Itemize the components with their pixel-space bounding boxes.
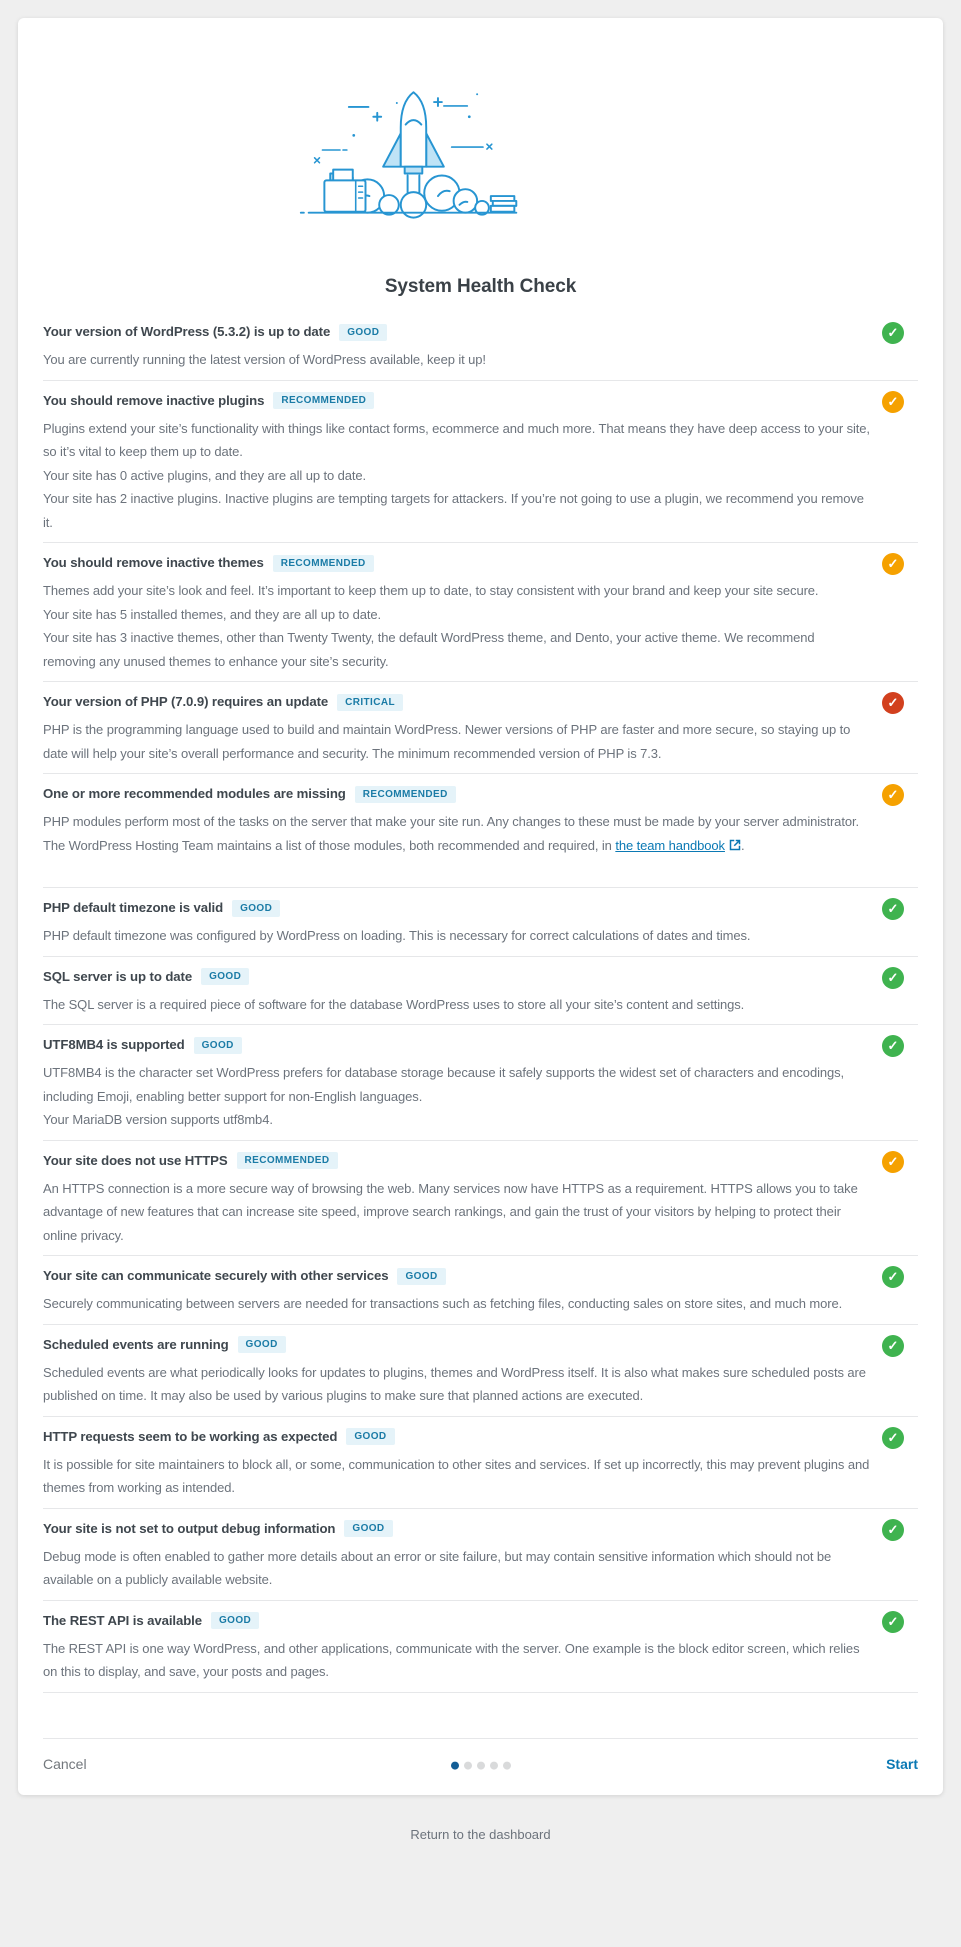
item-heading-row (43, 553, 918, 573)
health-check-list (43, 312, 918, 1693)
health-item (43, 1141, 918, 1257)
item-paragraph: UTF8MB4 is the character set WordPress prefers for database storage because it safely supports the widest set of characters and encodings, including Emoji, enabling better support for non-English languages. (43, 1065, 845, 1104)
page-title: System Health Check (384, 276, 577, 297)
item-paragraph: Your site has 0 active plugins, and they are all up to date. (43, 467, 367, 483)
wizard-footer (43, 1739, 918, 1793)
item-body (43, 579, 918, 673)
health-item (43, 1601, 918, 1693)
status-check-icon: ✓ (882, 692, 904, 714)
status-badge: GOOD (194, 1037, 242, 1054)
item-body (43, 348, 918, 372)
item-paragraph: Your site has 3 inactive themes, other than Twenty Twenty, the default WordPress theme, and Dento, your active theme. We recommend removing any unused themes to enhance your site’s security. (43, 630, 815, 669)
status-badge: GOOD (211, 1612, 259, 1629)
team-handbook-link[interactable]: the team handbook (615, 838, 741, 853)
item-heading: Your site is not set to output debug information (43, 1520, 336, 1536)
health-item (43, 543, 918, 682)
status-badge: RECOMMENDED (273, 555, 374, 572)
health-item (43, 1509, 918, 1601)
item-heading-row (43, 898, 918, 918)
item-paragraph: An HTTPS connection is a more secure way of browsing the web. Many services now have HTTPS as a requirement. HTTPS allows you to take advantage of new features that can increase site speed, improve search rankings, and gain the trust of your visitors by helping to protect their online privacy. (43, 1180, 858, 1243)
item-heading: UTF8MB4 is supported (43, 1037, 185, 1052)
status-badge: CRITICAL (337, 694, 403, 711)
status-check-icon: ✓ (882, 1151, 904, 1173)
status-badge: GOOD (232, 900, 280, 917)
item-heading-row (43, 1611, 918, 1631)
item-heading: You should remove inactive themes (43, 555, 264, 570)
item-paragraph: PHP default timezone was configured by WordPress on loading. This is necessary for correct calculations of dates and times. (43, 928, 751, 943)
status-check-icon: ✓ (882, 391, 904, 413)
rocket-launch-illustration (43, 18, 918, 206)
item-body (43, 1177, 918, 1248)
item-body (43, 810, 918, 857)
health-item (43, 774, 918, 888)
item-heading-row (43, 967, 918, 987)
item-body (43, 1453, 918, 1500)
status-badge: RECOMMENDED (355, 786, 456, 803)
status-check-icon: ✓ (882, 1427, 904, 1449)
item-paragraph: The WordPress Hosting Team maintains a list of those modules, both recommended and required, in the team handbook . (43, 837, 745, 853)
status-check-icon: ✓ (882, 1611, 904, 1633)
item-heading: Your site does not use HTTPS (43, 1152, 228, 1168)
item-heading-row (43, 1335, 918, 1355)
item-paragraph: Plugins extend your site’s functionality with things like contact forms, ecommerce and much more. That means they have deep access to your site, so it’s vital to keep them up to date. (43, 420, 870, 459)
status-check-icon: ✓ (882, 322, 904, 344)
item-heading: You should remove inactive plugins (43, 392, 265, 408)
item-heading-row (43, 1519, 918, 1539)
item-paragraph: Your site has 2 inactive plugins. Inactive plugins are tempting targets for attackers. If you’re not going to use a plugin, we recommend you remove it. (43, 491, 864, 530)
item-paragraph: PHP modules perform most of the tasks on the server that make your site run. Any changes to these must be made by your server administrator. (43, 814, 859, 829)
health-item (43, 1256, 918, 1325)
item-body (43, 417, 918, 535)
status-badge: GOOD (397, 1268, 445, 1285)
item-heading: HTTP requests seem to be working as expected (43, 1428, 338, 1444)
external-link-icon (729, 839, 741, 851)
item-paragraph: Scheduled events are what periodically looks for updates to plugins, themes and WordPress itself. It is also what makes sure scheduled posts are published on time. It may also be used by various plugins to make sure that planned actions are executed. (43, 1364, 866, 1403)
start-link[interactable]: Start (886, 1755, 918, 1772)
item-paragraph: The SQL server is a required piece of software for the database WordPress uses to store all your site’s content and settings. (43, 996, 745, 1012)
item-paragraph: Securely communicating between servers are needed for transactions such as fetching files, conducting sales on store sites, and much more. (43, 1296, 843, 1311)
health-item (43, 682, 918, 774)
below-card-area (0, 1826, 961, 1844)
pagination-dot (503, 1761, 511, 1769)
item-body (43, 1361, 918, 1408)
status-check-icon: ✓ (882, 967, 904, 989)
pagination-dot (451, 1761, 459, 1769)
item-heading: The REST API is available (43, 1612, 202, 1628)
pagination-dot (490, 1761, 498, 1769)
item-heading-row (43, 1151, 918, 1171)
item-heading-row (43, 692, 918, 712)
item-body (43, 1061, 918, 1132)
status-check-icon: ✓ (882, 1035, 904, 1057)
item-heading: Your site can communicate securely with other services (43, 1268, 389, 1283)
cancel-link[interactable]: Cancel (43, 1755, 87, 1772)
item-heading-row (43, 1427, 918, 1447)
status-badge: GOOD (201, 968, 249, 985)
item-heading-row (43, 322, 918, 342)
item-heading: Your version of PHP (7.0.9) requires an update (43, 694, 329, 709)
health-check-card (18, 18, 943, 1795)
pagination-dot (464, 1761, 472, 1769)
item-heading: Your version of WordPress (5.3.2) is up to date (43, 324, 331, 339)
item-paragraph: Debug mode is often enabled to gather more details about an error or site failure, but may contain sensitive information which should not be available on a publicly available website. (43, 1548, 832, 1587)
item-heading: PHP default timezone is valid (43, 900, 224, 915)
health-item (43, 381, 918, 544)
status-badge: GOOD (339, 324, 387, 341)
health-item (43, 312, 918, 381)
status-check-icon: ✓ (882, 898, 904, 920)
item-body (43, 718, 918, 765)
item-heading: Scheduled events are running (43, 1336, 229, 1352)
pagination-dots (451, 1761, 511, 1769)
item-heading-row (43, 391, 918, 411)
status-badge: GOOD (238, 1336, 286, 1353)
item-heading-row (43, 784, 918, 804)
item-paragraph: It is possible for site maintainers to block all, or some, communication to other sites and services. If set up incorrectly, this may prevent plugins and themes from working as intended. (43, 1456, 870, 1495)
status-check-icon: ✓ (882, 784, 904, 806)
status-check-icon: ✓ (882, 1519, 904, 1541)
status-check-icon: ✓ (882, 1335, 904, 1357)
pagination-dot (477, 1761, 485, 1769)
health-item (43, 957, 918, 1026)
item-body (43, 1292, 918, 1316)
item-body (43, 924, 918, 948)
status-badge: RECOMMENDED (273, 392, 374, 409)
item-body (43, 1637, 918, 1684)
item-heading: SQL server is up to date (43, 968, 193, 984)
status-badge: GOOD (344, 1520, 392, 1537)
item-paragraph: The REST API is one way WordPress, and other applications, communicate with the server. One example is the block editor screen, which relies on this to display, and save, your posts and pages. (43, 1640, 860, 1679)
item-heading-row (43, 1266, 918, 1286)
status-badge: GOOD (346, 1428, 394, 1445)
item-body (43, 993, 918, 1017)
status-check-icon: ✓ (882, 1266, 904, 1288)
item-heading-row (43, 1035, 918, 1055)
item-heading: One or more recommended modules are missing (43, 786, 346, 801)
item-body (43, 1545, 918, 1592)
status-badge: RECOMMENDED (237, 1152, 338, 1169)
item-paragraph: Your MariaDB version supports utf8mb4. (43, 1112, 273, 1127)
item-paragraph: PHP is the programming language used to build and maintain WordPress. Newer versions of PHP are faster and more secure, so staying up to date will help your site’s overall performance and security. The minimum recommended version of PHP is 7.3. (43, 722, 851, 761)
status-check-icon: ✓ (882, 553, 904, 575)
return-dashboard-link[interactable]: Return to the dashboard (410, 1826, 551, 1842)
item-paragraph: You are currently running the latest version of WordPress available, keep it up! (43, 352, 486, 367)
health-item (43, 888, 918, 957)
setup-wizard-page (0, 18, 961, 1844)
health-item (43, 1325, 918, 1417)
item-paragraph: Your site has 5 installed themes, and they are all up to date. (43, 606, 382, 622)
health-item (43, 1025, 918, 1141)
item-paragraph: Themes add your site’s look and feel. It’s important to keep them up to date, to stay consistent with your brand and keep your site secure. (43, 583, 819, 598)
health-item (43, 1417, 918, 1509)
